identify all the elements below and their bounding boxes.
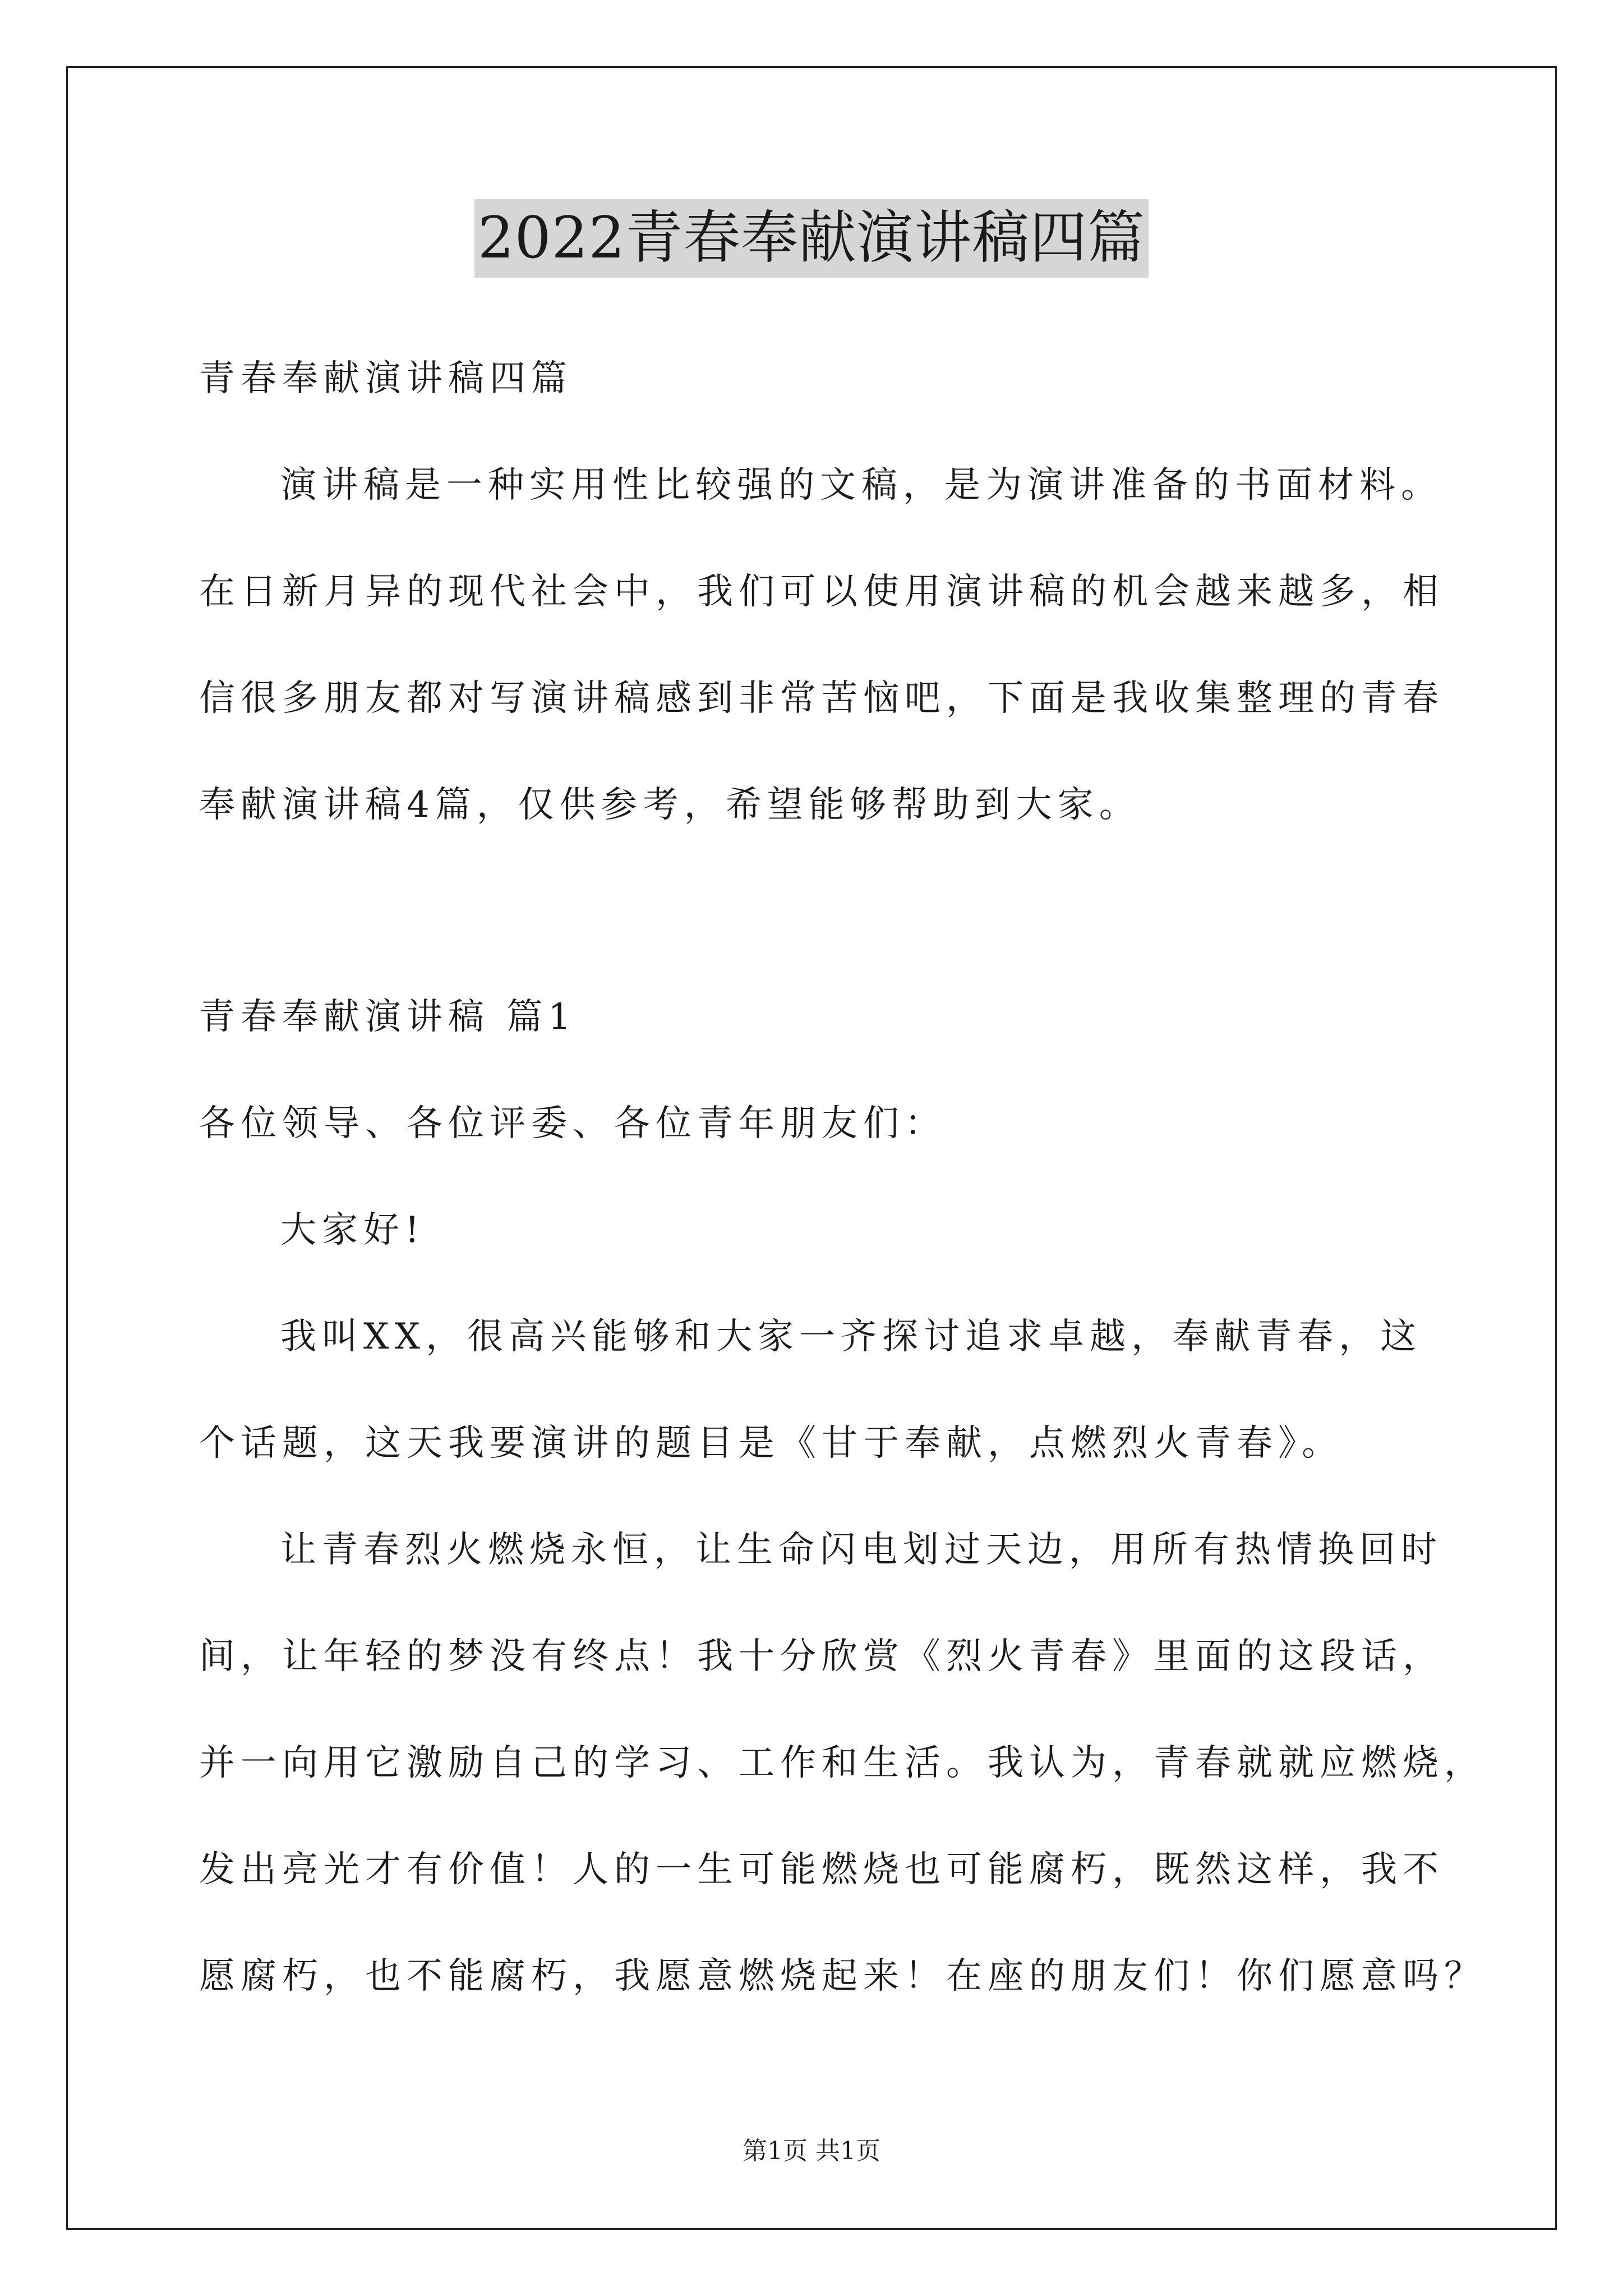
salutation-line: 各位领导、各位评委、各位青年朋友们：: [199, 1103, 946, 1144]
paragraph-line: 我叫XX，很高兴能够和大家一齐探讨追求卓越，奉献青春，这: [280, 1316, 1422, 1358]
section-heading: 青春奉献演讲稿 篇1: [199, 996, 577, 1038]
paragraph-line: 演讲稿是一种实用性比较强的文稿，是为演讲准备的书面材料。: [280, 464, 1442, 506]
title-container: [0, 199, 1623, 278]
page-footer: 第1页 共1页: [743, 2137, 880, 2165]
subtitle-line: 青春奉献演讲稿四篇: [199, 358, 573, 399]
paragraph-line: 奉献演讲稿4篇，仅供参考，希望能够帮助到大家。: [199, 784, 1141, 826]
paragraph-line: 让青春烈火燃烧永恒，让生命闪电划过天边，用所有热情换回时: [280, 1529, 1442, 1571]
paragraph-line: 信很多朋友都对写演讲稿感到非常苦恼吧，下面是我收集整理的青春: [199, 678, 1444, 719]
paragraph-line: 在日新月异的现代社会中，我们可以使用演讲稿的机会越来越多，相: [199, 571, 1444, 613]
paragraph-line: 发出亮光才有价值！人的一生可能燃烧也可能腐朽，既然这样，我不: [199, 1849, 1444, 1890]
paragraph-line: 愿腐朽，也不能腐朽，我愿意燃烧起来！在座的朋友们！你们愿意吗？: [199, 1955, 1486, 1997]
paragraph-line: 间，让年轻的梦没有终点！我十分欣赏《烈火青春》里面的这段话，: [199, 1636, 1444, 1677]
greeting-line: 大家好!: [280, 1209, 425, 1251]
document-title: 2022青春奉献演讲稿四篇: [474, 199, 1149, 278]
paragraph-line: 个话题，这天我要演讲的题目是《甘于奉献，点燃烈火青春》。: [199, 1423, 1343, 1464]
paragraph-line: 并一向用它激励自己的学习、工作和生活。我认为，青春就就应燃烧，: [199, 1742, 1486, 1784]
